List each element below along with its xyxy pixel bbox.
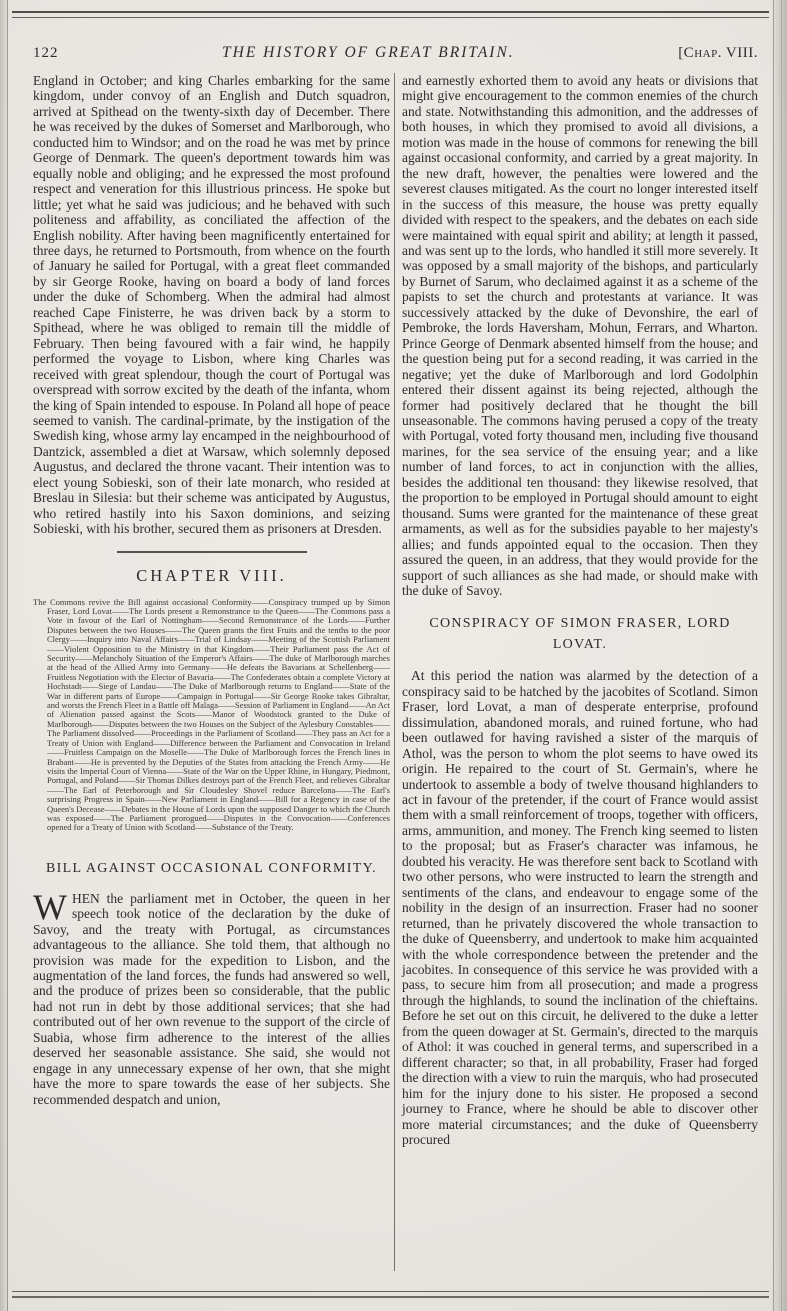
column-divider-rule [394,73,395,1271]
drop-cap-initial: W [33,886,67,927]
right-column [402,73,758,1147]
top-double-rule [12,11,769,18]
page-number: 122 [33,45,59,61]
section-heading-bill: BILL AGAINST OCCASIONAL CONFORMITY. [46,860,377,876]
section-paragraph-text: HEN the parliament met in October, the queen in her speech took notice of the declaration by the duke of Savoy, and the treaty with Portugal, as circumstances advantageous to the alliance. She told them, that although no provision was made for the expedition to Lisbon, and the augmentation of the land forces, the funds had answered so well, and the produce of prizes been so considerable, that the public had not run in debt by those additional services; that she had contributed out of her own revenue to the support of the circle of Suabia, whose firm adherence to the interest of the allies deserved her seasonable assistance. She said, she would not engage in any unnecessary expense of her own, that she might have the more to spare towards the ease of her subjects. She recommended despatch and union, [33,890,390,1107]
chapter-marker: [Chap. VIII. [678,45,758,61]
running-header [33,44,758,62]
left-column [33,73,390,1107]
conspiracy-paragraph: At this period the nation was alarmed by the detection of a conspiracy said to be hatched by the jacobites of Scotland. Simon Fraser, lord Lovat, a man of desperate enterprise, profound dissimulation, abandoned morals, and ruined fortune, who had been outlawed for having ravished a sister of the marquis of Athol, was the person to whom the plot seems to have owed its origin. He repaired to the court of St. Germain's, where he undertook to assemble a body of twelve thousand highlanders to act in favour of the pretender, if the court of France would assist them with a small reinforcement of troops, together with officers, arms, ammunition, and money. The French king seemed to listen to the proposal; but as Fraser's character was infamous, he doubted his veracity. He was therefore sent back to Scotland with two other persons, who were instructed to learn the strength and sentiments of the clans, and endeavour to engage some of the nobility in the design of an insurrection. Fraser had no sooner returned, than he privately discovered the whole transaction to the duke of Queensberry, and undertook to make him acquainted with the whole correspondence between the pretender and the jacobites. In consequence of this service he was provided with a pass, to secure him from all prosecution; and made a progress through the highlands, to sound the inclination of the chieftains. Before he set out on this circuit, he delivered to the duke a letter from the queen dowager at St. Germain's, directed to the marquis of Athol: it was couched in general terms, and superscribed in a different character; so that, in all probability, Fraser had forged the direction with a view to ruin the marquis, who had prosecuted him for the injury done to his sister. He proposed a second journey to France, where he should be able to discover other more material circumstances; and the duke of Queensberry procured [402,668,758,1147]
continuation-paragraph: and earnestly exhorted them to avoid any heats or divisions that might give encouragement to the common enemies of the church and state. Notwithstanding this admonition, and the addresses of both houses, in which they promised to avoid all divisions, a motion was made in the house of commons for renewing the bill against occasional conformity, and carried by a great majority. In the new draft, however, the penalties were lowered and the severest clauses mitigated. As the court no longer interested itself in the success of this measure, the house was pretty equally divided with respect to the speakers, and the debates on each side were maintained with equal spirit and ability; at length it passed, and was sent up to the lords, who handled it still more severely. It was opposed by a small majority of the bishops, and particularly by Burnet of Sarum, who declaimed against it as a scheme of the papists to set the church and protestants at variance. It was successively attacked by the duke of Devonshire, the earl of Pembroke, the lords Haversham, Mohun, Ferrars, and Wharton. Prince George of Denmark absented himself from the house; and the question being put for a second reading, it was carried in the negative; yet the duke of Marlborough and lord Godolphin entered their dissent against its being rejected, although the former had positively declared that he thought the bill unseasonable. The commons having perused a copy of the treaty with Portugal, voted forty thousand men, including five thousand marines, for the sea service of the ensuing year; and a like number of land forces, to act in conjunction with the allies, besides the additional ten thousand: they likewise resolved, that the proportion to be employed in Portugal should amount to eight thousand. Sums were granted for the maintenance of these great armaments, as well as for the subsidies payable to her majesty's allies; and funds appointed equal to the occasion. Then they assured the queen, in an address, that they would provide for the support of such alliances as she had made, or should make with the duke of Savoy. [402,73,758,598]
page-edge-left-line [7,0,8,1311]
chapter-heading: CHAPTER VIII. [136,565,287,585]
opening-paragraph: England in October; and king Charles embarking for the same kingdom, under convoy of an English and Dutch squadron, arrived at Spithead on the twenty-sixth day of December. There he was received by the dukes of Somerset and Marlborough, who conducted him to Windsor; and on the road he was met by prince George of Denmark. The queen's deportment towards him was equally noble and obliging; and he expressed the most profound respect and veneration for this illustrious princess. He spoke but little; yet what he said was judicious; and he behaved with such politeness and affability, as conciliated the affection of the English nobility. After having been magnificently entertained for three days, he returned to Portsmouth, from whence on the fourth of January he sailed for Portugal, with a great fleet commanded by sir George Rooke, having on board a body of land forces under the duke of Schomberg. When the admiral had almost reached Cape Finisterre, he was driven back by a storm to Spithead, where he was obliged to remain till the middle of February. Then being favoured with a fair wind, he happily performed the voyage to Lisbon, where king Charles was received with great splendour, though the court of Portugal was overspread with sorrow excited by the death of the infanta, whom the king of Spain intended to espouse. In Poland all hope of peace seemed to vanish. The cardinal-primate, by the instigation of the Swedish king, whose army lay encamped in the neighbourhood of Dantzick, assembled a diet at Warsaw, which solemnly deposed Augustus, and declared the throne vacant. Their intention was to elect young Sobieski, son of their late monarch, who resided at Breslau in Silesia: but their scheme was anticipated by Augustus, who retired hastily into his Saxon dominions, and seizing Sobieski, with his brother, secured them as prisoners at Dresden. [33,73,390,537]
running-title: THE HISTORY OF GREAT BRITAIN. [222,44,515,61]
page-edge-right-line-2 [781,0,782,1311]
text-columns [33,73,758,1289]
page-edge-right-line [773,0,774,1311]
section-separator-rule [117,551,307,553]
section-paragraph [33,886,390,1107]
bottom-double-rule [12,1291,769,1298]
chapter-synopsis: The Commons revive the Bill against occasional Conformity——Conspiracy trumped up by Simon Fraser, Lord Lovat——The Lords present a Remonstrance to the Queen——The Commons pass a Vote in favour of the Earl of Nottingham——Second Remonstrance of the Lords——Further Disputes between the two Houses——The Queen grants the first Fruits and the tenths to the poor Clergy——Inquiry into Naval Affairs——Trial of Lindsay——Meeting of the Scottish Parliament——Violent Opposition to the Ministry in that Kingdom——Their Parliament pass the Act of Security——Melancholy Situation of the Emperor's Affairs——The duke of Marlborough marches at the head of the Allied Army into Germany——He defeats the Bavarians at Schellenberg——Fruitless Negotiation with the Elector of Bavaria——The Confederates obtain a complete Victory at Hochstadt——Siege of Landau——The Duke of Marlborough returns to England——State of the War in different parts of Europe——Campaign in Portugal——Sir George Rooke takes Gibraltar, and worsts the French Fleet in a Battle off Malaga——Session of Parliament in England——An Act of Alienation passed against the Scots——Manor of Woodstock granted to the Duke of Marlborough——Disputes between the two Houses on the Subject of the Aylesbury Constables——The Parliament dissolved——Proceedings in the Parliament of Scotland——They pass an Act for a Treaty of Union with England——Difference between the Parliament and Convocation in Ireland——Fruitless Campaign on the Moselle——The Duke of Marlborough forces the French lines in Brabant——He is prevented by the Deputies of the States from attacking the French Army——He visits the Imperial Court of Vienna——State of the War on the Upper Rhine, in Hungary, Piedmont, Portugal, and Poland——Sir Thomas Dilkes destroys part of the French Fleet, and relieves Gibraltar——The Earl of Peterborough and Sir Cloudesley Shovel reduce Barcelona——The Earl's surprising Progress in Spain——New Parliament in England——Bill for a Regency in case of the Queen's Decease——Debates in the House of Lords upon the supposed Danger to which the Church was exposed——The Parliament prorogued——Disputes in the Convocation——Conferences opened for a Treaty of Union with Scotland——Substance of the Treaty. [33,596,390,833]
section-heading-conspiracy: CONSPIRACY OF SIMON FRASER, LORD LOVAT. [429,616,731,653]
